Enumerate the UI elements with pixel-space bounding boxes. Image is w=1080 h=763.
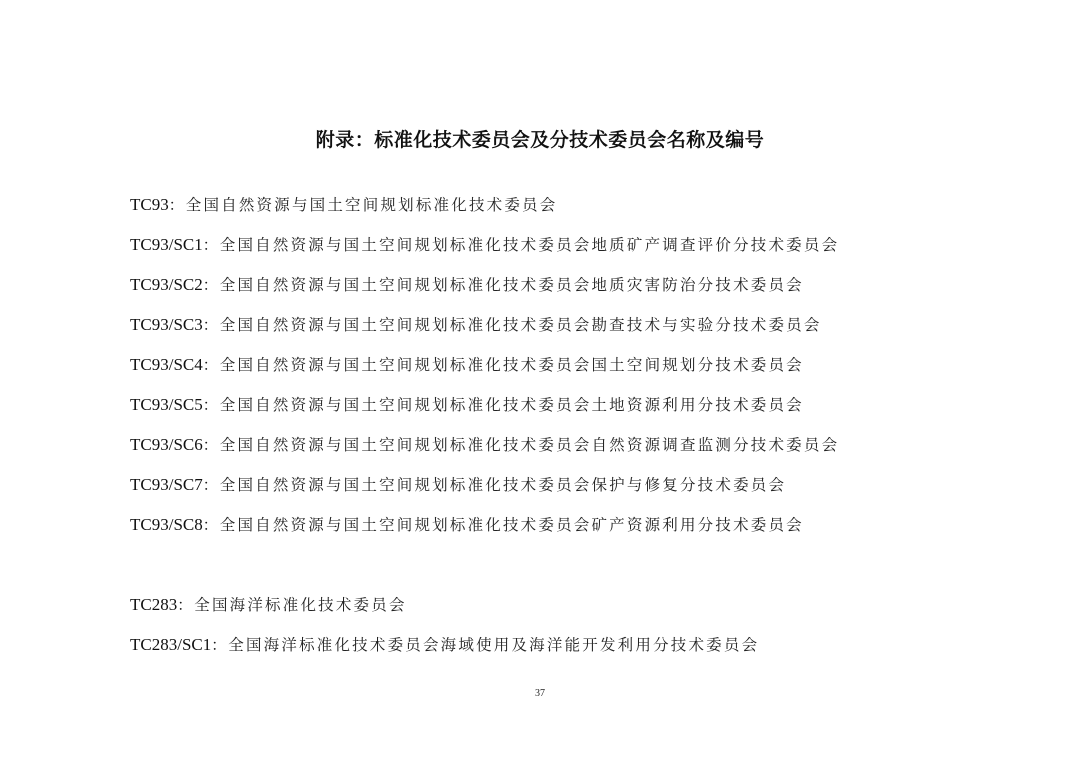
committee-entry-tc93-sc1 (130, 234, 839, 256)
committee-code: TC283/SC1 (130, 635, 212, 654)
committee-code: TC93 (130, 195, 169, 214)
committee-name: 全国自然资源与国土空间规划标准化技术委员会 (185, 196, 558, 214)
separator: ： (177, 596, 193, 614)
separator: ： (202, 516, 218, 534)
committee-name: 全国自然资源与国土空间规划标准化技术委员会保护与修复分技术委员会 (219, 476, 787, 494)
committee-entry-tc93-sc5 (130, 394, 804, 416)
committee-code: TC93/SC7 (130, 475, 203, 494)
committee-entry-tc93-sc8 (130, 514, 804, 536)
committee-entry-tc283-sc1 (130, 634, 759, 656)
committee-entry-tc93-sc6 (130, 434, 839, 456)
separator: ： (202, 476, 218, 494)
committee-name: 全国自然资源与国土空间规划标准化技术委员会土地资源利用分技术委员会 (219, 396, 804, 414)
separator: ： (202, 396, 218, 414)
committee-entry-tc93 (130, 194, 557, 216)
separator: ： (168, 196, 184, 214)
separator: ： (211, 636, 227, 654)
committee-entry-tc93-sc3 (130, 314, 822, 336)
committee-name: 全国海洋标准化技术委员会海域使用及海洋能开发利用分技术委员会 (228, 636, 760, 654)
committee-entry-tc283 (130, 594, 407, 616)
committee-entry-tc93-sc2 (130, 274, 804, 296)
separator: ： (202, 356, 218, 374)
page-title: 附录：标准化技术委员会及分技术委员会名称及编号 (315, 129, 765, 151)
committee-code: TC283 (130, 595, 178, 614)
separator: ： (202, 316, 218, 334)
committee-name: 全国自然资源与国土空间规划标准化技术委员会国土空间规划分技术委员会 (219, 356, 804, 374)
committee-name: 全国自然资源与国土空间规划标准化技术委员会勘查技术与实验分技术委员会 (219, 316, 822, 334)
committee-entry-tc93-sc4 (130, 354, 804, 376)
separator: ： (202, 276, 218, 294)
committee-name: 全国海洋标准化技术委员会 (194, 596, 407, 614)
separator: ： (202, 236, 218, 254)
committee-code: TC93/SC1 (130, 235, 203, 254)
committee-name: 全国自然资源与国土空间规划标准化技术委员会矿产资源利用分技术委员会 (219, 516, 804, 534)
committee-code: TC93/SC6 (130, 435, 203, 454)
committee-code: TC93/SC2 (130, 275, 203, 294)
committee-name: 全国自然资源与国土空间规划标准化技术委员会地质灾害防治分技术委员会 (219, 276, 804, 294)
committee-code: TC93/SC3 (130, 315, 203, 334)
committee-code: TC93/SC5 (130, 395, 203, 414)
page-number: 37 (535, 688, 545, 699)
committee-name: 全国自然资源与国土空间规划标准化技术委员会自然资源调查监测分技术委员会 (219, 436, 840, 454)
committee-entry-tc93-sc7 (130, 474, 786, 496)
committee-name: 全国自然资源与国土空间规划标准化技术委员会地质矿产调查评价分技术委员会 (219, 236, 840, 254)
committee-code: TC93/SC4 (130, 355, 203, 374)
committee-code: TC93/SC8 (130, 515, 203, 534)
separator: ： (202, 436, 218, 454)
